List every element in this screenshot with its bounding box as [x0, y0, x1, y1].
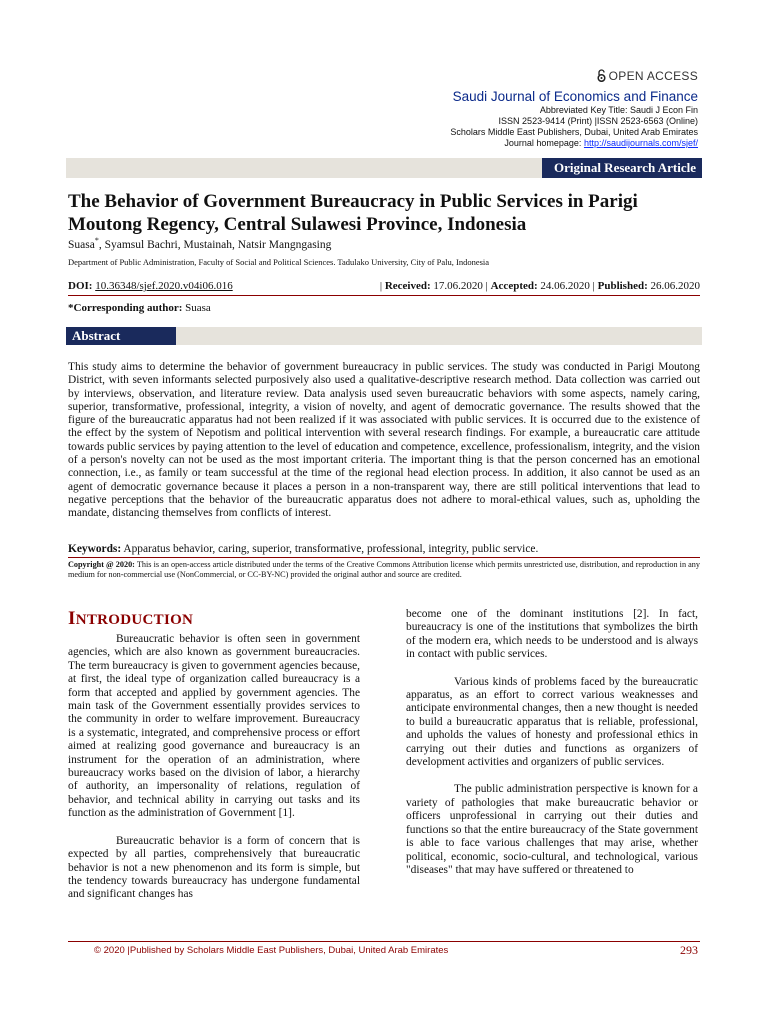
homepage-link[interactable]: http://saudijournals.com/sjef/ — [583, 138, 698, 148]
article-title: The Behavior of Government Bureaucracy in Public Services in Parigi Moutong Regency, Central Sulawesi Province, Indonesia — [68, 191, 638, 235]
corresponding-mark: * — [94, 236, 99, 245]
publication-dates: | Received: 17.06.2020 | Accepted: 24.06.2020 | Published: 26.06.2020 — [379, 280, 700, 292]
copyright-notice — [68, 560, 700, 580]
received-date: 17.06.2020 — [433, 280, 483, 292]
corresponding-label: *Corresponding author: — [68, 302, 183, 314]
abstract-text: This study aims to determine the behavior of government bureaucracy in public services. The study was conducted in Parigi Moutong District, with seven informants selected purposively also used a qualitative-descriptive research method. Data collection was carried out by interviews, observation, and literature review. Data analysis used seven bureaucratic behaviors with some aspects, namely caring, superior, transformative, professional, integrity, a vision of novelty, and agent of democratic governance. The results showed that the figure of the bureaucratic apparatus had not been realized if it was associated with public services. It is occurred due to the existence of the effect by the system of Nepotism and political intervention with several research findings. For example, a bureaucratic care attitude towards public services by paying attention to the level of education and competence, excellence, professionalism, integrity, and the vision of a person's novelty can not be used as the most important criteria. The important thing is that the person concerned has an emotional connection, i.e., as family or team successful at the time of the regional head election process. In addition, it also cannot be used as an agent of democratic governance because it places a person in a non-transparent way, there are still political interventions that lead to negative perceptions that the behavior of the bureaucratic apparatus does not adhere to moral-ethical values, such as, upholding the mandate, distancing themselves from conflicts of interest. — [68, 361, 700, 520]
accepted-label: Accepted: — [490, 280, 538, 292]
affiliation: Department of Public Administration, Faculty of Social and Political Sciences. Tadulako University, City of Palu, Indonesia — [68, 257, 490, 267]
footer-text: © 2020 |Published by Scholars Middle East Publishers, Dubai, United Arab Emirates — [94, 945, 449, 956]
heading-initial: I — [68, 608, 76, 629]
paragraph: The public administration perspective is known for a variety of pathologies that make bureaucratic behavior or officers unprofessional in carrying out their duties and functions so that the entire bureaucracy of the State government is able to face various challenges that may arise, whether political, economic, socio-cultural, and technological, various "diseases" that may have suffered or threatened to — [406, 783, 698, 876]
accepted-date: 24.06.2020 — [540, 280, 590, 292]
keywords — [68, 543, 700, 555]
paragraph: Bureaucratic behavior is a form of concern that is expected by all parties, comprehensively that bureaucratic behavior is not a new phenomenon and its form is simple, but the tendency towards bureaucracy has undergone fundamental and significant changes has — [68, 834, 360, 901]
abstract-heading: Abstract — [66, 327, 176, 345]
keywords-label: Keywords: — [68, 543, 122, 555]
heading-rest: NTRODUCTION — [75, 612, 194, 628]
paragraph: become one of the dominant institutions [2]. In fact, bureaucracy is one of the institutions that symbolizes the birth of the modern era, which needs to be understood and is always in contact with public services. — [406, 608, 698, 661]
doi-link[interactable]: 10.36348/sjef.2020.v04i06.016 — [95, 280, 233, 292]
homepage-label: Journal homepage: — [504, 138, 584, 148]
published-date: 26.06.2020 — [650, 280, 700, 292]
issn-line: ISSN 2523-9414 (Print) |ISSN 2523-6563 (Online) — [498, 116, 698, 126]
abstract-bar — [66, 327, 702, 345]
journal-title: Saudi Journal of Economics and Finance — [452, 89, 698, 104]
paragraph: Bureaucratic behavior is often seen in government agencies, which are also known as government bureaucracies. The term bureaucracy is given to government agencies because, at first, the ideal type of organization called bureaucracy is a form that accepted and applied by government agencies. The main task of the Government essentially provides services to the community in order to welfare improvement. Bureaucracy is a systematic, integrated, and comprehensive process or effort aimed at realizing good governance and bureaucracy is an instrument for the operation of an administration, where bureaucracy works based on the division of labor, a hierarchy of authority, an impersonality of relations, regulation of behavior, and technical ability in carrying out tasks and its function as the administration of Government [1]. — [68, 633, 360, 820]
first-author: Suasa — [68, 238, 95, 251]
keywords-text: Apparatus behavior, caring, superior, transformative, professional, integrity, public service. — [123, 543, 539, 555]
open-access-label: OPEN ACCESS — [608, 69, 698, 83]
other-authors: , Syamsul Bachri, Mustainah, Natsir Mangngasing — [98, 238, 332, 251]
page-number: 293 — [680, 943, 698, 957]
open-access-badge — [597, 69, 698, 85]
divider — [68, 295, 700, 296]
corresponding-name: Suasa — [185, 302, 211, 314]
left-column — [68, 610, 360, 902]
corresponding-author — [68, 302, 211, 314]
article-type-label: Original Research Article — [542, 158, 702, 178]
paragraph: Various kinds of problems faced by the bureaucratic apparatus, as an effort to correct various weaknesses and anticipate environmental changes, then a new thought is needed to build a bureaucratic apparatus that is reliable, professional, and upholds the values of honesty and professional ethics in carrying out their duties and functions as organizers of development activities and organizers of public services. — [406, 675, 698, 769]
copyright-label: Copyright @ 2020: — [68, 560, 135, 569]
received-label: Received: — [384, 280, 431, 292]
copyright-text: This is an open-access article distributed under the terms of the Creative Commons Attribution license which permits unrestricted use, distribution, and reproduction in any medium for non-commercial use (NonCommercial, or CC-BY-NC) provided the original author and source are credited. — [68, 560, 700, 579]
article-type-bar — [66, 158, 702, 178]
divider — [68, 557, 700, 558]
publisher-line: Scholars Middle East Publishers, Dubai, United Arab Emirates — [450, 127, 698, 137]
published-label: Published: — [597, 280, 648, 292]
doi-dates-row — [68, 280, 700, 292]
author-list — [68, 236, 331, 251]
introduction-heading — [68, 610, 360, 629]
footer-divider — [68, 941, 700, 942]
right-column — [406, 608, 698, 877]
journal-homepage — [504, 138, 698, 149]
open-access-lock-icon — [597, 69, 606, 85]
doi-label: DOI: — [68, 280, 93, 292]
abbreviated-title: Abbreviated Key Title: Saudi J Econ Fin — [539, 105, 698, 115]
